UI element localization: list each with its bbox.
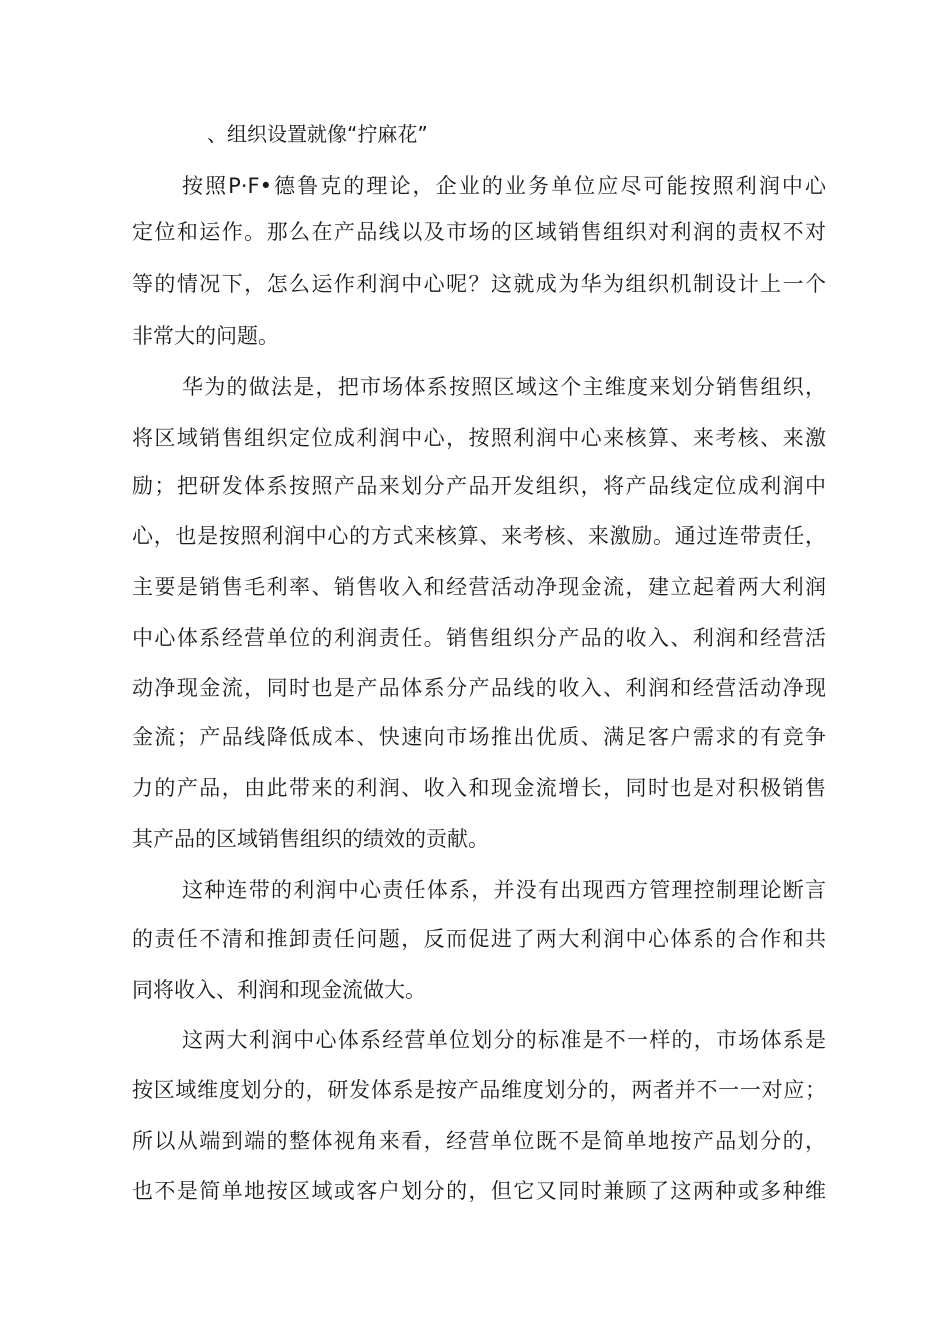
paragraph-2-line-2: 将区域销售组织定位成利润中心，按照利润中心来核算、来考核、来激 (132, 426, 826, 450)
paragraph-2-line-10: 其产品的区域销售组织的绩效的贡献。 (132, 827, 489, 851)
paragraph-1-line-3: 等的情况下，怎么运作利润中心呢？这就成为华为组织机制设计上一个 (132, 272, 826, 296)
paragraph-4-line-1: 这两大利润中心体系经营单位划分的标准是不一样的，市场体系是 (182, 1028, 826, 1052)
paragraph-2-line-6: 中心体系经营单位的利润责任。销售组织分产品的收入、利润和经营活 (132, 626, 826, 650)
paragraph-3-line-1: 这种连带的利润中心责任体系，并没有出现西方管理控制理论断言 (182, 878, 826, 902)
paragraph-4-line-2: 按区域维度划分的，研发体系是按产品维度划分的，两者并不一一对应； (132, 1078, 826, 1102)
paragraph-1-line-2: 定位和运作。那么在产品线以及市场的区域销售组织对利润的责权不对 (132, 220, 826, 244)
paragraph-3-line-2: 的责任不清和推卸责任问题，反而促进了两大利润中心体系的合作和共 (132, 927, 826, 951)
paragraph-4-line-4: 也不是简单地按区域或客户划分的，但它又同时兼顾了这两种或多种维 (132, 1179, 826, 1203)
paragraph-1-line-1: 按照P·F•德鲁克的理论，企业的业务单位应尽可能按照利润中心 (182, 174, 826, 198)
paragraph-2-line-7: 动净现金流，同时也是产品体系分产品线的收入、利润和经营活动净现 (132, 676, 826, 700)
paragraph-2-line-4: 心，也是按照利润中心的方式来核算、来考核、来激励。通过连带责任， (132, 524, 826, 548)
paragraph-2-line-5: 主要是销售毛利率、销售收入和经营活动净现金流，建立起着两大利润 (132, 575, 826, 599)
paragraph-4-line-3: 所以从端到端的整体视角来看，经营单位既不是简单地按产品划分的， (132, 1129, 826, 1153)
paragraph-3-line-3: 同将收入、利润和现金流做大。 (132, 978, 426, 1002)
paragraph-2-line-8: 金流；产品线降低成本、快速向市场推出优质、满足客户需求的有竞争 (132, 725, 826, 749)
paragraph-2-line-9: 力的产品，由此带来的利润、收入和现金流增长，同时也是对积极销售 (132, 776, 826, 800)
paragraph-2-line-1: 华为的做法是，把市场体系按照区域这个主维度来划分销售组织， (182, 375, 826, 399)
paragraph-1-line-4: 非常大的问题。 (132, 324, 279, 348)
paragraph-2-line-3: 励；把研发体系按照产品来划分产品开发组织，将产品线定位成利润中 (132, 474, 826, 498)
section-heading: 、组织设置就像“拧麻花” (207, 122, 428, 146)
